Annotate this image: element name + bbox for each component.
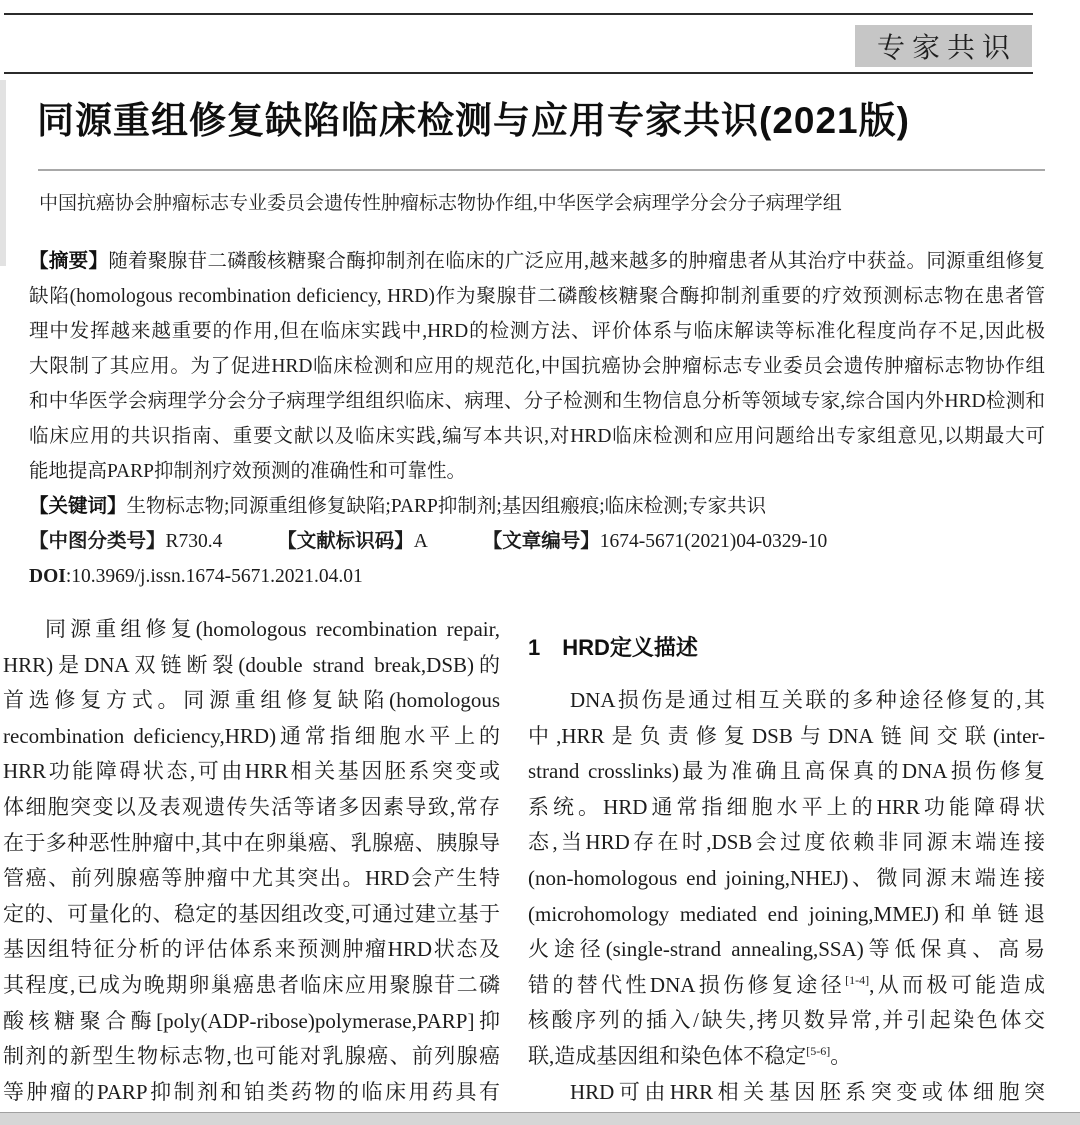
- text-line: HRD可由HRR相关基因胚系突变或体细胞突: [570, 1079, 1045, 1104]
- article-type-label: 专家共识: [876, 33, 1017, 64]
- text-line: 大限制了其应用。为了促进HRD临床检测和应用的规范化,中国抗癌协会肿瘤标志专业委员会遗传肿瘤标志物协作组: [29, 356, 1045, 377]
- right-column-lines: [528, 683, 1045, 1110]
- body-columns: [3, 612, 1045, 1110]
- document-code: 【文献标识码】A: [277, 530, 428, 552]
- text-line: 同源重组修复(homologous recombination repair,: [45, 617, 500, 641]
- section-heading: 1 HRD定义描述: [528, 635, 698, 660]
- text-line: 制剂的新型生物标志物,也可能对乳腺癌、前列腺癌: [3, 1044, 500, 1069]
- text-line: HRR功能障碍状态,可由HRR相关基因胚系突变或: [3, 759, 500, 784]
- text-line: 在于多种恶性肿瘤中,其中在卵巢癌、乳腺癌、胰腺导: [3, 830, 500, 855]
- text-line: 联,造成基因组和染色体不稳定[5-6]。: [528, 1043, 852, 1068]
- text-line: recombination deficiency,HRD)通常指细胞水平上的: [3, 723, 500, 748]
- text-line: 能地提高PARP抑制剂疗效预测的准确性和可靠性。: [29, 461, 466, 482]
- text-line: 管癌、前列腺癌等肿瘤中尤其突出。HRD会产生特: [3, 866, 500, 891]
- text-line: 【关键词】生物标志物;同源重组修复缺陷;PARP抑制剂;基因组瘢痕;临床检测;专家共识: [29, 495, 767, 517]
- text-line: strand crosslinks)最为准确且高保真的DNA损伤修复: [528, 759, 1045, 784]
- text-line: 【摘要】随着聚腺苷二磷酸核糖聚合酶抑制剂在临床的广泛应用,越来越多的肿瘤患者从其治疗中获益。同源重组修复: [29, 250, 1045, 272]
- header-rule-bottom: [4, 72, 1033, 74]
- text-line: 缺陷(homologous recombination deficiency, HRD)作为聚腺苷二磷酸核糖聚合酶抑制剂重要的疗效预测标志物在患者管: [29, 286, 1045, 307]
- doi-line: DOI:10.3969/j.issn.1674-5671.2021.04.01: [29, 566, 363, 587]
- text-line: 核酸序列的插入/缺失,拷贝数异常,并引起染色体交: [528, 1008, 1045, 1033]
- text-line: 中,HRR是负责修复DSB与DNA链间交联(inter-: [528, 723, 1045, 748]
- page-footer-strip: [0, 1112, 1080, 1125]
- title-divider: [38, 169, 1045, 171]
- abstract-lines: [29, 244, 1045, 524]
- text-line: 火途径(single-strand annealing,SSA)等低保真、高易: [528, 937, 1045, 962]
- left-column: [3, 612, 500, 1110]
- text-line: 体细胞突变以及表观遗传失活等诸多因素导致,常存: [3, 794, 500, 819]
- text-line: 定的、可量化的、稳定的基因组改变,可通过建立基于: [3, 901, 500, 926]
- classification-line: [29, 524, 1045, 559]
- text-line: 等肿瘤的PARP抑制剂和铂类药物的临床用药具有: [3, 1079, 500, 1104]
- text-line: 系统。HRD通常指细胞水平上的HRR功能障碍状: [528, 794, 1045, 819]
- text-line: DNA损伤是通过相互关联的多种途径修复的,其: [570, 688, 1045, 712]
- abstract-section: [29, 244, 1045, 594]
- text-line: 首选修复方式。同源重组修复缺陷(homologous: [3, 688, 500, 713]
- text-line: 理中发挥越来越重要的作用,但在临床实践中,HRD的检测方法、评价体系与临床解读等标准化程度尚存不足,因此极: [29, 321, 1045, 342]
- text-line: HRR)是DNA双链断裂(double strand break,DSB)的: [3, 652, 500, 677]
- scan-edge-shadow: [0, 80, 6, 266]
- text-line: 酸核糖聚合酶[poly(ADP-ribose)polymerase,PARP]抑: [3, 1008, 500, 1033]
- right-column: [528, 612, 1045, 1110]
- header-rule-top: [4, 13, 1033, 15]
- text-line: (microhomology mediated end joining,MMEJ)和单链退: [528, 901, 1045, 926]
- text-line: 基因组特征分析的评估体系来预测肿瘤HRD状态及: [3, 937, 500, 962]
- text-line: 错的替代性DNA损伤修复途径[1-4],从而极可能造成: [528, 972, 1045, 997]
- text-line: 和中华医学会病理学分会分子病理学组组织临床、病理、分子检测和生物信息分析等领域专家,综合国内外HRD检测和: [29, 391, 1045, 412]
- text-line: 临床应用的共识指南、重要文献以及临床实践,编写本共识,对HRD临床检测和应用问题给出专家组意见,以期最大可: [29, 426, 1045, 447]
- authors-line: 中国抗癌协会肿瘤标志专业委员会遗传性肿瘤标志物协作组,中华医学会病理学分会分子病理学组: [39, 193, 842, 214]
- text-line: 其程度,已成为晚期卵巢癌患者临床应用聚腺苷二磷: [3, 972, 500, 997]
- text-line: 态,当HRD存在时,DSB会过度依赖非同源末端连接: [528, 830, 1045, 855]
- article-type-badge: [855, 25, 1032, 67]
- article-number: 【文章编号】1674-5671(2021)04-0329-10: [482, 530, 828, 552]
- page-title: 同源重组修复缺陷临床检测与应用专家共识(2021版): [37, 100, 910, 141]
- clc-number: 【中图分类号】R730.4: [29, 530, 223, 552]
- column-gap: [500, 612, 528, 1110]
- text-line: (non-homologous end joining,NHEJ)、微同源末端连接: [528, 865, 1045, 890]
